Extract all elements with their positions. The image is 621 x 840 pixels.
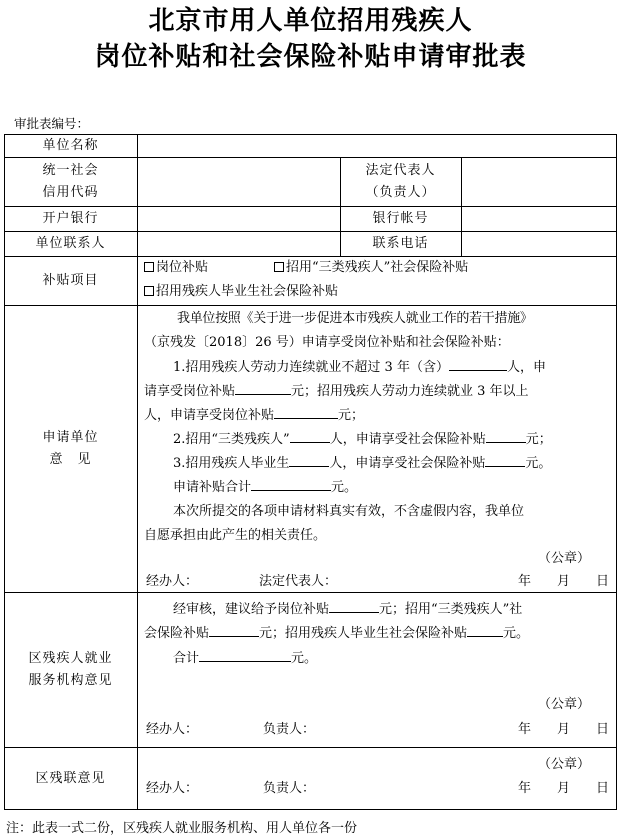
credit-code-label-2: 信用代码: [42, 184, 99, 200]
subsidy-item-label: 补贴项目: [42, 272, 99, 288]
district-federation-label: 区残联意见: [35, 770, 106, 786]
applicant-opinion-label-2: 意 见: [49, 451, 92, 467]
applicant-line-3: 1.招用残疾人劳动力连续就业不超过 3 年（含） 人，申: [173, 356, 546, 381]
unit-name-label: 单位名称: [42, 137, 99, 153]
applicant-line-9: 本次所提交的各项申请材料真实有效，不含虚假内容，我单位: [173, 504, 525, 519]
subsidy-option-three-types[interactable]: 招用“三类残疾人”社会保险补贴: [274, 256, 468, 281]
applicant-line-4: 请享受岗位补贴 元；招用残疾人劳动力连续就业 3 年以上: [144, 380, 529, 405]
bank-label: 开户银行: [42, 210, 99, 226]
checkbox-icon[interactable]: [144, 286, 154, 296]
district-service-seal: （公章）: [538, 697, 591, 712]
district-service-line-1: 经审核，建议给予岗位补贴 元；招用“三类残疾人”社: [173, 598, 522, 623]
applicant-seal: （公章）: [538, 551, 591, 566]
district-service-label-2: 服务机构意见: [28, 672, 113, 688]
applicant-line-5: 人，申请享受岗位补贴 元；: [144, 404, 364, 429]
district-federation-seal: （公章）: [538, 757, 591, 772]
district-service-handler-label: 经办人：: [146, 722, 199, 737]
page-title-line1: 北京市用人单位招用残疾人: [148, 6, 473, 36]
applicant-line-6: 2.招用“三类残疾人” 人，申请享受社会保险补贴 元；: [173, 428, 552, 453]
applicant-handler-label: 经办人：: [146, 574, 199, 589]
checkbox-icon[interactable]: [144, 262, 154, 272]
applicant-line-2: （京残发〔2018〕26 号）申请享受岗位补贴和社会保险补贴：: [144, 335, 510, 350]
bank-account-label: 银行帐号: [372, 210, 429, 226]
applicant-line-1: 我单位按照《关于进一步促进本市残疾人就业工作的若干措施》: [177, 311, 533, 326]
district-federation-handler-label: 经办人：: [146, 781, 199, 796]
serial-number-label: 审批表编号：: [14, 116, 90, 131]
district-service-responsible-label: 负责人：: [263, 722, 316, 737]
district-service-label-1: 区残疾人就业: [28, 650, 113, 666]
district-service-date: 年 月 日: [518, 722, 610, 737]
district-federation-date: 年 月 日: [518, 781, 610, 796]
applicant-opinion-label-1: 申请单位: [42, 429, 99, 445]
district-service-line-2: 会保险补贴 元；招用残疾人毕业生社会保险补贴 元。: [144, 622, 529, 647]
contact-label: 单位联系人: [35, 235, 106, 251]
subsidy-option-graduate[interactable]: 招用残疾人毕业生社会保险补贴: [144, 280, 338, 305]
applicant-line-10: 自愿承担由此产生的相关责任。: [144, 528, 327, 543]
applicant-date: 年 月 日: [518, 574, 610, 589]
checkbox-icon[interactable]: [274, 262, 284, 272]
footnote: 注：此表一式二份，区残疾人就业服务机构、用人单位各一份: [6, 821, 358, 836]
district-federation-responsible-label: 负责人：: [263, 781, 316, 796]
applicant-line-7: 3.招用残疾人毕业生 人，申请享受社会保险补贴 元。: [173, 452, 551, 477]
phone-label: 联系电话: [372, 235, 429, 251]
legal-rep-label-1: 法定代表人: [365, 162, 436, 178]
applicant-legal-rep-label: 法定代表人：: [259, 574, 338, 589]
subsidy-option-job[interactable]: 岗位补贴: [144, 256, 208, 281]
district-service-line-3: 合计 元。: [173, 647, 317, 672]
legal-rep-label-2: （负责人）: [365, 184, 436, 200]
applicant-line-8: 申请补贴合计 元。: [173, 476, 357, 501]
page-title-line2: 岗位补贴和社会保险补贴申请审批表: [94, 42, 527, 72]
credit-code-label-1: 统一社会: [42, 162, 99, 178]
